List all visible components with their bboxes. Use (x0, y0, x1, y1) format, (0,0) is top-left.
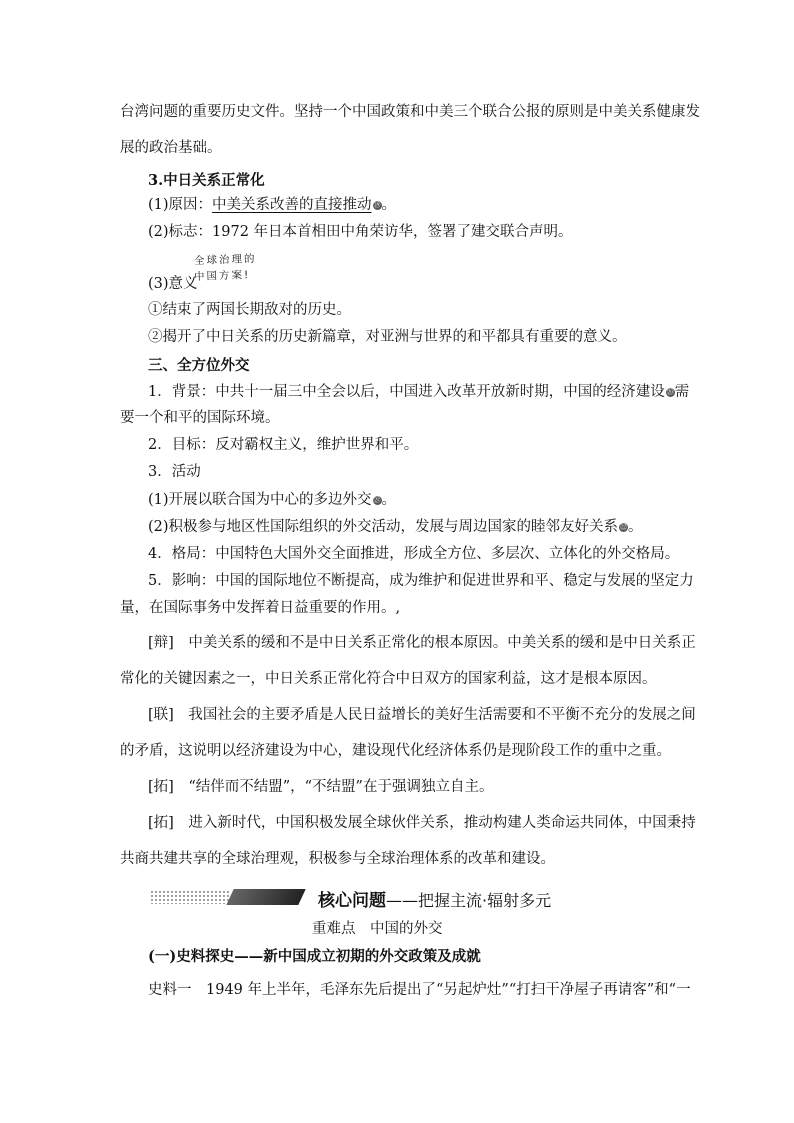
paragraph-taiwan-line1: 台湾问题的重要历史文件。坚持一个中国政策和中美三个联合公报的原则是中美关系健康发 (120, 104, 700, 120)
meaning-item-2: ②揭开了中日关系的历史新篇章，对亚洲与世界的和平都具有重要的意义。 (148, 329, 627, 345)
note-tuo-2-line2: 共商共建共享的全球治理观，积极参与全球治理体系的改革和建设。 (120, 851, 555, 867)
section-banner (150, 886, 560, 910)
background-text: 1．背景：中共十一届三中全会以后，中国进入改革开放新时期，中国的经济建设 (148, 384, 665, 400)
reason-prefix: (1)原因： (148, 197, 213, 213)
activity-1-text: (1)开展以联合国为中心的多边外交 (148, 492, 372, 508)
background-line1 (148, 384, 689, 401)
banner-subtitle: ——把握主流·辐射多元 (386, 891, 552, 910)
activity-heading: 3．活动 (148, 464, 201, 480)
source-material-1: 史料一 1949 年上半年，毛泽东先后提出了“另起炉灶”“打扫干净屋子再请客”和“一 (148, 982, 691, 998)
circled-number-mark: ⑳ (666, 387, 674, 396)
reason-text: 中美关系改善的直接推动 (212, 197, 372, 213)
impact-line1: 5．影响：中国的国际地位不断提高，成为维护和促进世界和平、稳定与发展的坚定力 (148, 573, 694, 589)
section-sub-heading: (一)史料探史——新中国成立初期的外交政策及成就 (148, 948, 481, 965)
meaning-item-1: ①结束了两国长期敌对的历史。 (148, 302, 351, 318)
note-tuo-2-line1: [拓] 进入新时代，中国积极发展全球伙伴关系，推动构建人类命运共同体，中国秉持 (148, 815, 696, 831)
note-bian-line1: [辩] 中美关系的缓和不是中日关系正常化的根本原因。中美关系的缓和是中日关系正 (148, 635, 696, 651)
handwritten-note-line2: 中国方案! (193, 269, 251, 283)
pattern-line: 4．格局：中国特色大国外交全面推进，形成全方位、多层次、立体化的外交格局。 (148, 546, 680, 562)
section-heading: 重难点 中国的外交 (312, 921, 443, 937)
background-text-end: 需 (674, 384, 690, 400)
note-tuo-1: [拓] “结伴而不结盟”，“不结盟”在于强调独立自主。 (148, 779, 494, 795)
meaning-label: (3)意义 (148, 276, 198, 292)
circled-number-mark: ⑲ (373, 200, 381, 209)
background-line2: 要一个和平的国际环境。 (120, 410, 280, 426)
banner-dot-pattern (150, 890, 230, 904)
circled-number-mark: ㉑ (373, 495, 381, 504)
activity-2-end: 。 (628, 519, 643, 535)
banner-slanted-bar (226, 889, 305, 905)
note-bian-line2: 常化的关键因素之一，中日关系正常化符合中日双方的国家利益，这才是根本原因。 (120, 671, 657, 687)
reason-line: (1)原因：中美关系改善的直接推动 ⑲。 (148, 197, 397, 213)
goal-line: 2．目标：反对霸权主义，维护世界和平。 (148, 437, 419, 453)
activity-item-1 (148, 492, 396, 509)
heading-all-directions: 三、全方位外交 (148, 357, 250, 374)
activity-2-text: (2)积极参与地区性国际组织的外交活动，发展与周边国家的睦邻友好关系 (148, 519, 619, 535)
sign-line: (2)标志：1972 年日本首相田中角荣访华，签署了建交联合声明。 (148, 224, 573, 240)
impact-line2: 量，在国际事务中发挥着日益重要的作用。, (120, 600, 401, 616)
note-lian-line2: 的矛盾，这说明以经济建设为中心，建设现代化经济体系仍是现阶段工作的重中之重。 (120, 743, 671, 759)
heading-sino-japan: 3.中日关系正常化 (148, 172, 265, 189)
banner-title (318, 886, 551, 911)
handwritten-note-line1: 全球治理的 (193, 252, 257, 268)
circled-number-mark: ㉒ (620, 522, 628, 531)
note-lian-line1: [联] 我国社会的主要矛盾是人民日益增长的美好生活需要和不平衡不充分的发展之间 (148, 707, 696, 723)
banner-title-main: 核心问题 (318, 891, 386, 911)
activity-item-2 (148, 519, 643, 536)
paragraph-taiwan-line2: 展的政治基础。 (120, 140, 222, 156)
activity-1-end: 。 (381, 492, 397, 508)
